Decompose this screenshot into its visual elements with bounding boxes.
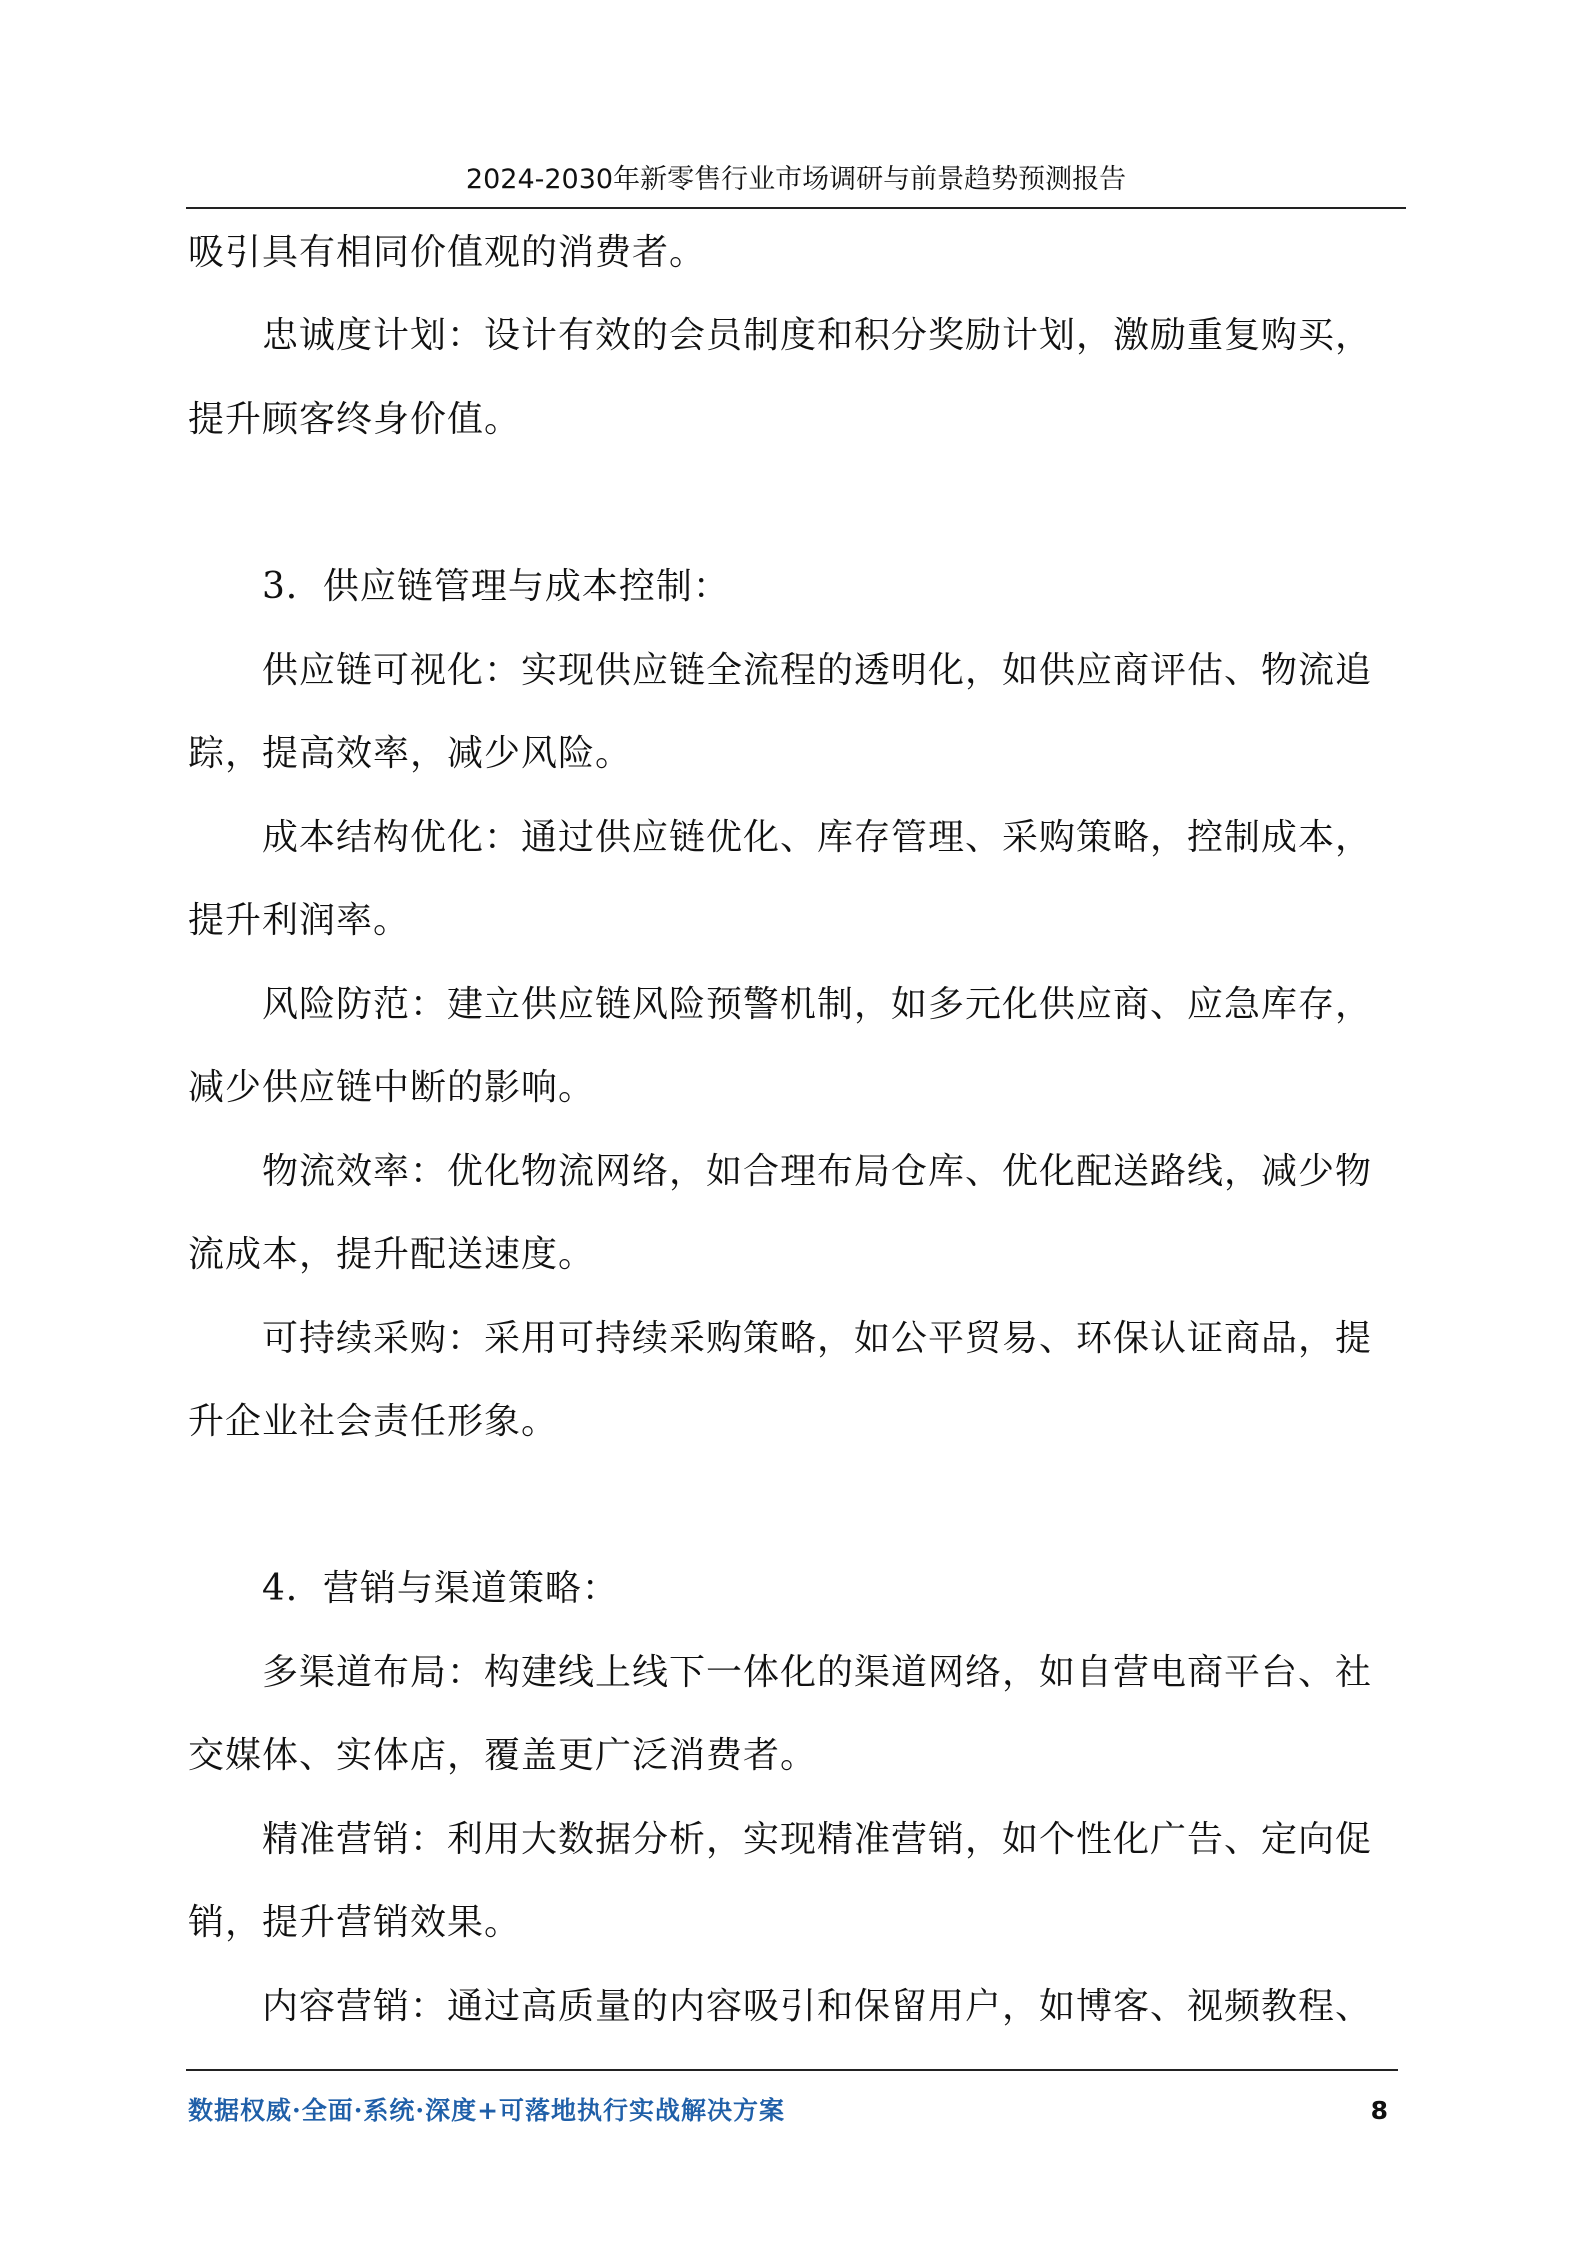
body-line: 风险防范：建立供应链风险预警机制，如多元化供应商、应急库存， [262, 984, 1373, 1025]
body-line: 销，提升营销效果。 [188, 1902, 522, 1943]
header-divider [186, 207, 1406, 209]
section-heading: 4．营销与渠道策略： [262, 1568, 619, 1609]
body-line: 内容营销：通过高质量的内容吸引和保留用户，如博客、视频教程、 [262, 1986, 1373, 2027]
body-line: 提升利润率。 [188, 900, 411, 941]
body-line: 吸引具有相同价值观的消费者。 [188, 232, 707, 273]
body-line: 物流效率：优化物流网络，如合理布局仓库、优化配送路线，减少物 [262, 1151, 1373, 1192]
footer-divider [186, 2069, 1398, 2071]
body-line: 多渠道布局：构建线上线下一体化的渠道网络，如自营电商平台、社 [262, 1652, 1373, 1693]
body-line: 交媒体、实体店，覆盖更广泛消费者。 [188, 1735, 818, 1776]
body-line: 忠诚度计划：设计有效的会员制度和积分奖励计划，激励重复购买， [262, 315, 1373, 356]
body-line: 成本结构优化：通过供应链优化、库存管理、采购策略，控制成本， [262, 817, 1373, 858]
body-line: 供应链可视化：实现供应链全流程的透明化，如供应商评估、物流追 [262, 650, 1373, 691]
body-line: 踪，提高效率，减少风险。 [188, 733, 633, 774]
body-line: 精准营销：利用大数据分析，实现精准营销，如个性化广告、定向促 [262, 1819, 1373, 1860]
body-line: 减少供应链中断的影响。 [188, 1067, 596, 1108]
section-heading: 3．供应链管理与成本控制： [262, 566, 730, 607]
body-line: 升企业社会责任形象。 [188, 1401, 559, 1442]
body-line: 提升顾客终身价值。 [188, 399, 522, 440]
body-line: 可持续采购：采用可持续采购策略，如公平贸易、环保认证商品，提 [262, 1318, 1373, 1359]
page-number: 8 [1370, 2096, 1388, 2125]
body-line: 流成本，提升配送速度。 [188, 1234, 596, 1275]
footer-slogan: 数据权威·全面·系统·深度+可落地执行实战解决方案 [188, 2096, 786, 2125]
report-title: 2024-2030年新零售行业市场调研与前景趋势预测报告 [465, 164, 1127, 195]
